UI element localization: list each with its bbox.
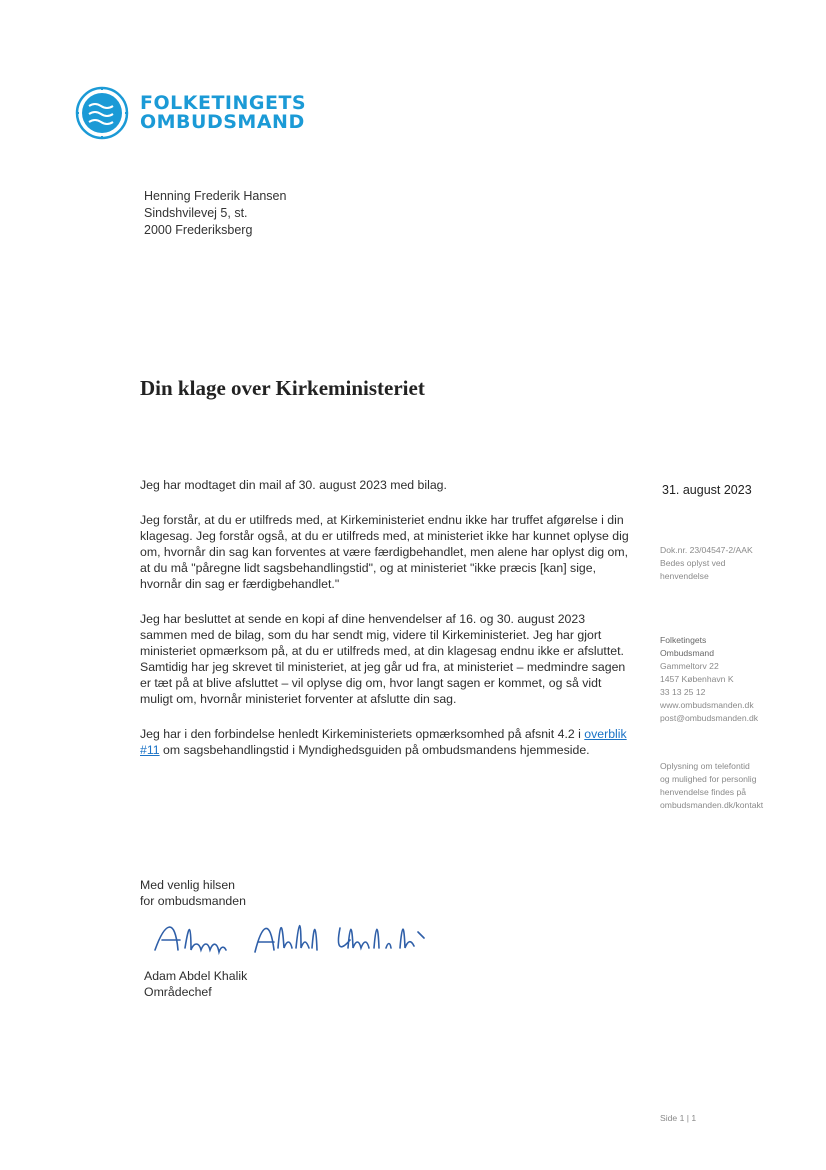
recipient-city: 2000 Frederiksberg <box>144 223 253 237</box>
closing-on-behalf: for ombudsmanden <box>140 894 246 908</box>
recipient-street: Sindshvilevej 5, st. <box>144 206 248 220</box>
overblik-link[interactable]: overblik #11 <box>140 727 627 757</box>
office-website: www.ombudsmanden.dk <box>660 700 754 710</box>
recipient-name: Henning Frederik Hansen <box>144 189 287 203</box>
case-note-line-2: henvendelse <box>660 571 709 581</box>
office-line: Ombudsmand <box>660 648 714 658</box>
page-number: Side 1 | 1 <box>660 1113 697 1123</box>
ombudsman-logo-icon <box>75 86 129 140</box>
paragraph-4-text-end: om sagsbehandlingstid i Myndighedsguiden på ombudsmandens hjemmeside. <box>159 743 590 757</box>
body-paragraph-1: Jeg har modtaget din mail af 30. august 2023 med bilag. <box>140 478 447 492</box>
body-paragraph-2: Jeg forstår, at du er utilfreds med, at Kirkeministeriet endnu ikke har truffet afgørelse i din klagesag. Jeg forstår også, at du er utilfreds med, at ministeriet ikke har kunnet oplyse dig om, hvornår din sag kan forventes at være færdigbehandlet, men alene har oplyst dig om, at du må "påregne lidt sagsbehandlingstid", og at ministeriet "ikke præcis [kan] sige, hvornår din sag er færdigbehandlet." <box>140 513 629 591</box>
letter-body <box>140 477 630 777</box>
closing-greeting: Med venlig hilsen <box>140 878 236 892</box>
signer-title: Områdechef <box>144 985 212 999</box>
letter-heading: Din klage over Kirkeministeriet <box>140 376 425 400</box>
case-number: Dok.nr. 23/04547-2/AAK <box>660 545 753 555</box>
logo-line-1: FOLKETINGETS <box>140 92 307 114</box>
case-note-line-1: Bedes oplyst ved <box>660 558 726 568</box>
office-street: Gammeltorv 22 <box>660 661 719 671</box>
signer-block <box>144 968 247 1000</box>
letter-closing <box>140 877 246 909</box>
contact-note-line: Oplysning om telefontid <box>660 761 750 771</box>
recipient-address <box>144 188 286 239</box>
contact-note-line: ombudsmanden.dk/kontakt <box>660 800 764 810</box>
logo-line-2: OMBUDSMAND <box>140 111 305 133</box>
handwritten-signature <box>150 912 450 962</box>
contact-note-line: henvendelse findes på <box>660 787 747 797</box>
letter-date: 31. august 2023 <box>662 483 752 497</box>
office-email: post@ombudsmanden.dk <box>660 713 759 723</box>
office-phone: 33 13 25 12 <box>660 687 706 697</box>
signer-name: Adam Abdel Khalik <box>144 969 248 983</box>
paragraph-4-text-start: Jeg har i den forbindelse henledt Kirkeministeriets opmærksomhed på afsnit 4.2 i <box>140 727 585 741</box>
office-address <box>660 634 810 725</box>
logo-wordmark <box>140 94 306 132</box>
contact-note-line: og mulighed for personlig <box>660 774 757 784</box>
office-postcode: 1457 København K <box>660 674 734 684</box>
body-paragraph-3: Jeg har besluttet at sende en kopi af dine henvendelser af 16. og 30. august 2023 sammen med de bilag, som du har sendt mig, videre til Kirkeministeriet. Jeg har gjort ministeriet opmærksom på, at du er utilfreds med, at din klagesag endnu ikke er afsluttet. Samtidig har jeg skrevet til ministeriet, at jeg går ud fra, at ministeriet – medmindre sagen er tæt på at blive afsluttet – vil oplyse dig om, hvor langt sagen er kommet, og så vidt muligt om, hvornår ministeriet forventer at afslutte din sag. <box>140 612 626 706</box>
case-reference <box>660 544 810 583</box>
body-paragraph-4 <box>140 726 630 758</box>
office-line: Folketingets <box>660 635 707 645</box>
contact-note <box>660 760 810 812</box>
